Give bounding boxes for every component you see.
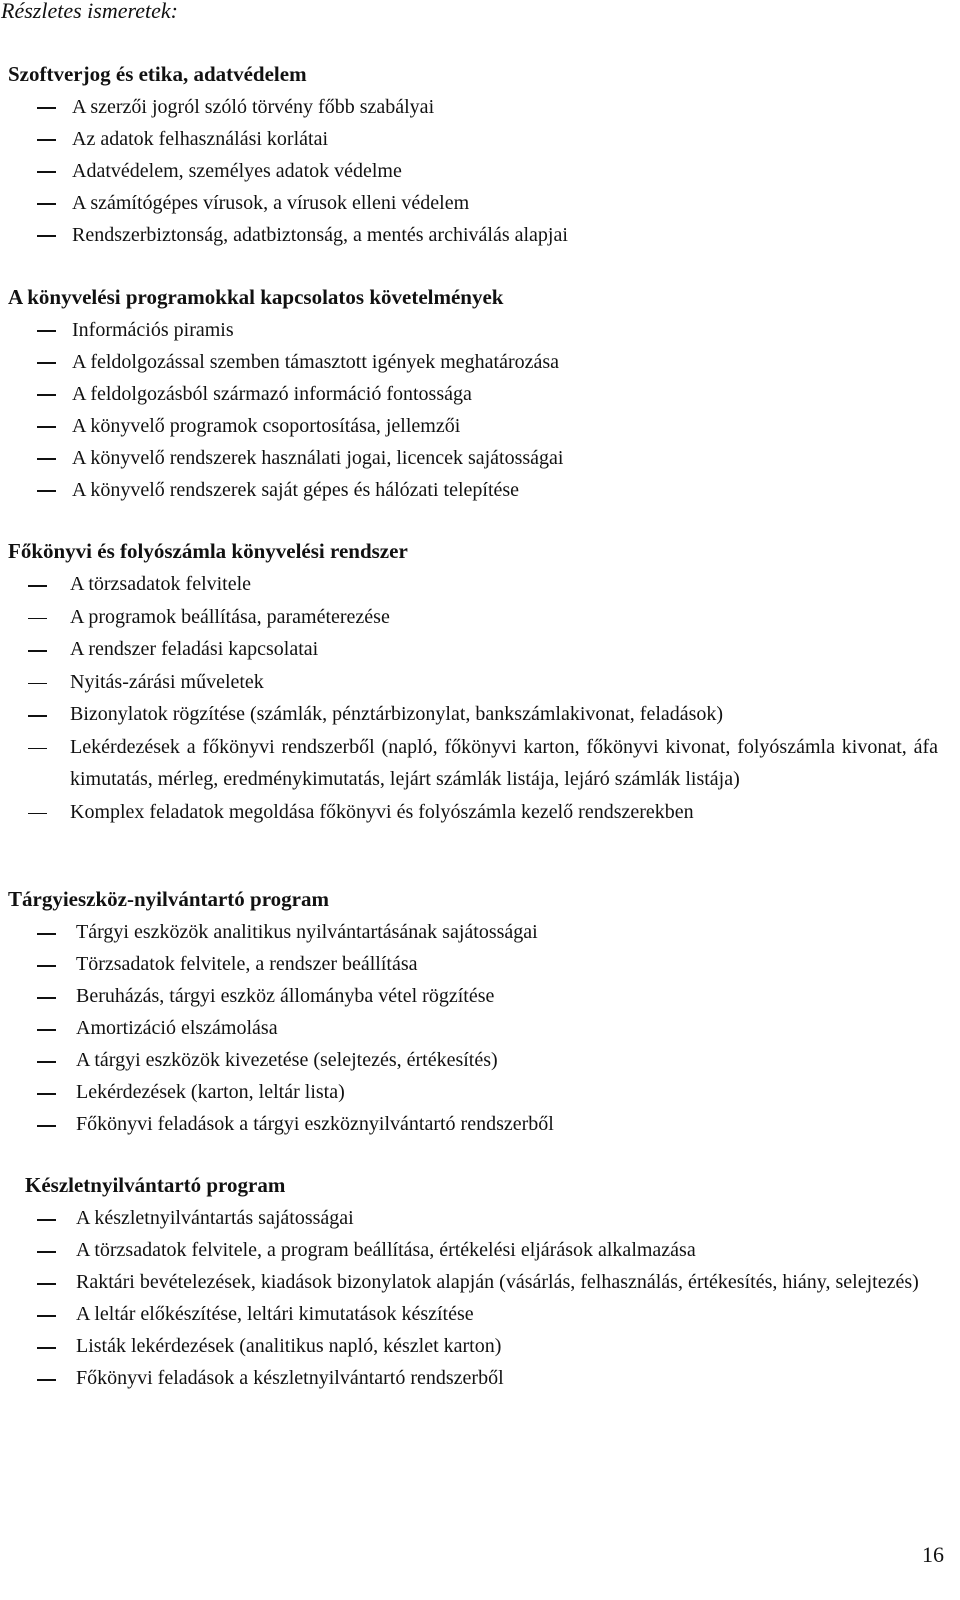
dash-bullet-icon — [28, 650, 47, 652]
list-item-text: Lekérdezések (karton, leltár lista) — [76, 1081, 345, 1103]
section-title: A könyvelési programokkal kapcsolatos követelmények — [8, 285, 504, 309]
dash-bullet-icon — [37, 426, 56, 428]
section-inventory — [25, 1172, 938, 1394]
section-title: Tárgyieszköz-nyilvántartó program — [8, 887, 329, 911]
list-item — [8, 219, 938, 251]
list-item — [8, 601, 938, 634]
list-item — [8, 916, 938, 948]
item-list — [8, 314, 938, 506]
list-item — [8, 948, 938, 980]
dash-bullet-icon — [37, 1061, 56, 1063]
list-item-text: A törzsadatok felvitele — [70, 573, 252, 595]
dash-bullet-icon — [37, 490, 56, 492]
list-item-text: A programok beállítása, paraméterezése — [70, 605, 390, 628]
item-list — [25, 1202, 938, 1394]
list-item-text: Listák lekérdezések (analitikus napló, készlet karton) — [76, 1335, 502, 1357]
section-general-ledger — [8, 538, 938, 828]
dash-bullet-icon — [37, 1315, 56, 1317]
list-item-text: Az adatok felhasználási korlátai — [72, 128, 328, 150]
list-item — [8, 568, 938, 601]
list-item-text: Bizonylatok rögzítése (számlák, pénztárbizonylat, bankszámlakivonat, feladások) — [70, 703, 724, 725]
item-list — [8, 916, 938, 1140]
list-item — [8, 1076, 938, 1108]
list-item-text: A szerzői jogról szóló törvény főbb szabályai — [72, 96, 435, 118]
dash-bullet-icon — [37, 1125, 56, 1127]
list-item-text: A tárgyi eszközök kivezetése (selejtezés, értékesítés) — [76, 1049, 498, 1071]
list-item-text: A készletnyilvántartás sajátosságai — [76, 1207, 354, 1229]
item-list — [8, 568, 938, 828]
dash-bullet-icon — [37, 997, 56, 999]
list-item — [8, 314, 938, 346]
dash-bullet-icon — [37, 1379, 56, 1381]
list-item-text: A feldolgozásból származó információ fontossága — [72, 383, 472, 405]
list-item — [8, 474, 938, 506]
list-item — [25, 1330, 938, 1362]
list-item — [8, 123, 938, 155]
list-item-text: Beruházás, tárgyi eszköz állományba vétel rögzítése — [76, 985, 495, 1007]
list-item — [8, 633, 938, 666]
list-item — [8, 346, 938, 378]
list-item-text: Főkönyvi feladások a készletnyilvántartó rendszerből — [76, 1367, 504, 1389]
dash-bullet-icon — [37, 1283, 56, 1285]
dash-bullet-icon — [37, 1251, 56, 1253]
list-item — [25, 1202, 938, 1234]
list-item-text: A leltár előkészítése, leltári kimutatások készítése — [76, 1303, 474, 1325]
list-item-text: A törzsadatok felvitele, a program beállítása, értékelési eljárások alkalmazása — [76, 1239, 696, 1261]
dash-bullet-icon — [37, 107, 56, 109]
dash-bullet-icon — [37, 362, 56, 364]
list-item-text: Raktári bevételezések, kiadások bizonylatok alapján (vásárlás, felhasználás, értékesítés, hiány, selejtezés) — [76, 1271, 919, 1293]
dash-bullet-icon — [28, 715, 47, 717]
dash-bullet-icon — [37, 394, 56, 396]
dash-bullet-icon — [37, 458, 56, 460]
dash-bullet-icon — [28, 618, 47, 620]
list-item — [8, 1012, 938, 1044]
dash-bullet-icon — [37, 1347, 56, 1349]
list-item — [8, 1108, 938, 1140]
dash-bullet-icon — [37, 1029, 56, 1031]
dash-bullet-icon — [37, 203, 56, 205]
page-header: Részletes ismeretek: — [1, 0, 178, 23]
dash-bullet-icon — [37, 235, 56, 237]
list-item-text: Törzsadatok felvitele, a rendszer beállítása — [76, 953, 418, 975]
list-item-text: Főkönyvi feladások a tárgyi eszköznyilvántartó rendszerből — [76, 1113, 554, 1135]
list-item-text: Lekérdezések a főkönyvi rendszerből (napló, főkönyvi karton, főkönyvi kivonat, folyószámla kivonat, áfa kimutatás, mérleg, eredménykimutatás, lejárt számlák listája, lejáró számlák listája) — [70, 735, 938, 790]
section-fixed-assets — [8, 886, 938, 1140]
dash-bullet-icon — [28, 683, 47, 685]
section-software-law — [8, 61, 938, 251]
list-item — [8, 378, 938, 410]
list-item — [8, 155, 938, 187]
list-item — [8, 1044, 938, 1076]
list-item-text: Nyitás-zárási műveletek — [70, 670, 264, 693]
dash-bullet-icon — [37, 965, 56, 967]
section-title: Készletnyilvántartó program — [25, 1173, 286, 1197]
dash-bullet-icon — [37, 139, 56, 141]
list-item-text: Komplex feladatok megoldása főkönyvi és folyószámla kezelő rendszerekben — [70, 800, 694, 823]
section-title: Főkönyvi és folyószámla könyvelési rendszer — [8, 539, 408, 563]
list-item-text: A számítógépes vírusok, a vírusok elleni védelem — [72, 192, 470, 214]
list-item — [8, 980, 938, 1012]
list-item — [25, 1298, 938, 1330]
list-item — [25, 1234, 938, 1266]
list-item-text: A könyvelő rendszerek használati jogai, licencek sajátosságai — [72, 447, 564, 469]
list-item — [25, 1362, 938, 1394]
dash-bullet-icon — [28, 813, 47, 815]
list-item-text: A könyvelő rendszerek saját gépes és hálózati telepítése — [72, 479, 520, 501]
list-item-text: Információs piramis — [72, 319, 234, 341]
dash-bullet-icon — [37, 1093, 56, 1095]
list-item — [8, 698, 938, 731]
list-item — [8, 187, 938, 219]
list-item — [8, 666, 938, 699]
list-item — [8, 731, 938, 796]
section-accounting-requirements — [8, 284, 938, 506]
dash-bullet-icon — [28, 748, 47, 750]
list-item-text: Amortizáció elszámolása — [76, 1017, 278, 1039]
item-list — [8, 91, 938, 251]
list-item — [8, 91, 938, 123]
list-item-text: A könyvelő programok csoportosítása, jellemzői — [72, 415, 461, 437]
list-item-text: Adatvédelem, személyes adatok védelme — [72, 160, 402, 182]
dash-bullet-icon — [37, 171, 56, 173]
list-item-text: Rendszerbiztonság, adatbiztonság, a mentés archiválás alapjai — [72, 224, 568, 246]
dash-bullet-icon — [37, 330, 56, 332]
list-item — [25, 1266, 938, 1298]
dash-bullet-icon — [37, 933, 56, 935]
page-number: 16 — [922, 1542, 944, 1567]
section-title: Szoftverjog és etika, adatvédelem — [8, 62, 307, 86]
dash-bullet-icon — [37, 1219, 56, 1221]
list-item-text: A rendszer feladási kapcsolatai — [70, 638, 319, 660]
list-item — [8, 796, 938, 829]
list-item — [8, 410, 938, 442]
list-item — [8, 442, 938, 474]
dash-bullet-icon — [28, 585, 47, 587]
list-item-text: Tárgyi eszközök analitikus nyilvántartásának sajátosságai — [76, 921, 538, 943]
list-item-text: A feldolgozással szemben támasztott igények meghatározása — [72, 351, 560, 373]
